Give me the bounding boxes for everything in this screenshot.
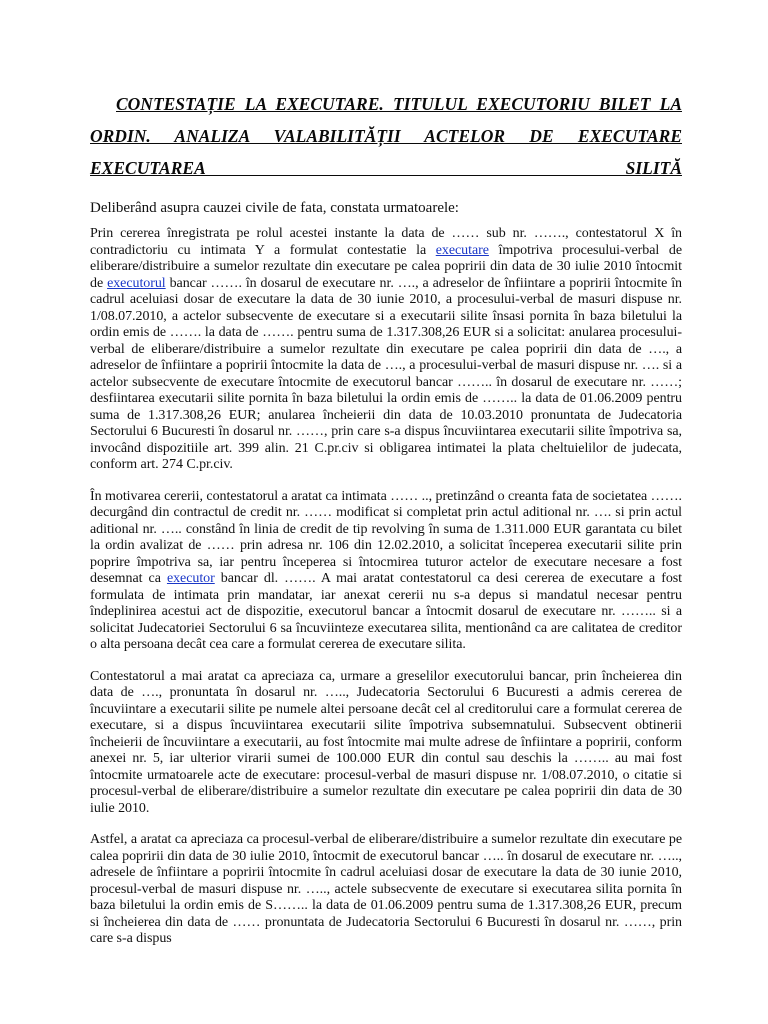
paragraph-2-part-b: bancar dl. ……. A mai aratat contestatorul ca desi cererea de executare a fost formulata de intimata prin mandatar, iar anexat cererii nu s-a depus si mandatul necesar pentru îndeplinirea acestui act de dispozitie, executorul bancar a întocmit dosarul de executare nr. …….. si a solicitat Judecatoriei Sectorului 6 sa încuviinteze executarea silita, mentionând ca are calitatea de creditor o alta persoana decât cea care a formulat cererea de executare silita. [90, 571, 683, 652]
link-executorul[interactable]: executorul [107, 275, 166, 291]
document-title: CONTESTAȚIE LA EXECUTARE. TITULUL EXECUTORIU BILET LA ORDIN. ANALIZA VALABILITĂȚII ACTELOR DE EXECUTARE EXECUTAREA SILITĂ [90, 94, 682, 178]
paragraph-2 [90, 489, 682, 654]
intro-line: Deliberând asupra cauzei civile de fata, constata urmatoarele: [90, 200, 459, 216]
paragraph-4: Astfel, a aratat ca apreciaza ca procesul-verbal de eliberare/distribuire a sumelor rezultate din executare pe calea popririi din data de 30 iulie 2010, întocmit de executorul bancar ….. în dosarul de executare nr. ….., adresele de înfiintare a popririi întocmite în cadrul aceluiasi dosar de executare la data de 30 iunie 2010, procesul-verbal de masuri dispuse nr. ….., actele subsecvente de executare si executarea silita pornita în baza biletului la ordin emis de S…….. la data de 01.06.2009 pentru suma de 1.317.308,26 EUR, precum si încheierea din data de …… pronuntata de Judecatoria Sectorului 6 Bucuresti în dosarul nr. ……, prin care s-a dispus [90, 832, 682, 946]
link-executor[interactable]: executor [166, 571, 215, 586]
paragraph-3: Contestatorul a mai aratat ca apreciaza ca, urmare a greselilor executorului bancar, prin încheierea din data de …., pronuntata în dosarul nr. ….., Judecatoria Sectorului 6 Bucuresti a admis cererea de încuviintare a executarii silite pe numele altei persoane decât cel al creditorului care a formulat cererea de executare, si a dispus încuviintarea executarii silite împotriva subsemnatului. Subsecvent obtinerii încheierii de încuviintare a executarii, au fost întocmite mai multe adrese de înfiintare a popririi, conform anexei nr. 5, iar ulterior virarii sumei de 100.000 EUR din contul sau deschis la …….. au mai fost întocmite urmatoarele acte de executare: procesul-verbal de masuri dispuse nr. 1/08.07.2010, o citatie si procesul-verbal de eliberare/distribuire a sumelor rezultate din executare pe calea popririi din data de 30 iulie 2010. [90, 668, 682, 816]
paragraph-1-part-c: bancar ……. în dosarul de executare nr. …., a adreselor de înfiintare a popririi întocmite în cadrul aceluiasi dosar de executare la data de 30 iunie 2010, a procesului-verbal de masuri dispuse nr. 1/08.07.2010, a actelor subsecvente de executare si a executarii silite însasi pornita în baza biletului la ordin emis de ……. la data de ……. pentru suma de 1.317.308,26 EUR si a solicitat: anularea procesului-verbal de eliberare/distribuire a sumelor rezultate din executare pe calea popririi din data de …., a adreselor de înfiintare a popririi întocmite la data de …., a procesului-verbal de masuri dispuse nr. …. si a actelor subsecvente de executare întocmite de executorul bancar …….. în dosarul de executare nr. ……; desfiintarea executarii silite pornita în baza biletului la ordin emis de …….. la data de 01.06.2009 pentru suma de 1.317.308,26 EUR; anularea încheierii din data de 10.03.2010 pronuntata de Judecatoria Sectorului 6 Bucuresti în dosarul nr. ……, prin care s-a dispus încuviintarea executarii silite împotriva sa, invocând dispozitiile art. 399 alin. 21 C.pr.civ si obligarea intimatei la plata cheltuielilor de judecata, conform art. 274 C.pr.civ. [90, 275, 682, 472]
paragraph-1 [90, 226, 682, 474]
paragraph-2-part-a: În motivarea cererii, contestatorul a aratat ca intimata …… .., pretinzând o creanta fata de societatea ……. decurgând din contractul de credit nr. …… modificat si completat prin actul aditional nr. …. si prin actul aditional nr. ….. constând în linia de credit de tip revolving în suma de 1.311.000 EUR garantata cu bilet la ordin avalizat de …… prin adresa nr. 106 din 12.02.2010, a solicitat începerea executarii silite prin poprire împotriva sa, iar pentru începerea si întocmirea tuturor actelor de executare necesare a fost desemnat ca [90, 488, 682, 586]
paragraph-1-part-b: împotriva procesului-verbal de eliberare/distribuire a sumelor rezultate din executare pe calea popririi din data de 30 iulie 2010 întocmit de [90, 242, 682, 291]
paragraph-1-part-a: Prin cererea înregistrata pe rolul acestei instante la data de …… sub nr. ……., contestatorul X în contradictoriu cu intimata Y a formulat contestatie la [90, 226, 682, 258]
link-executare[interactable]: executare [435, 242, 489, 258]
